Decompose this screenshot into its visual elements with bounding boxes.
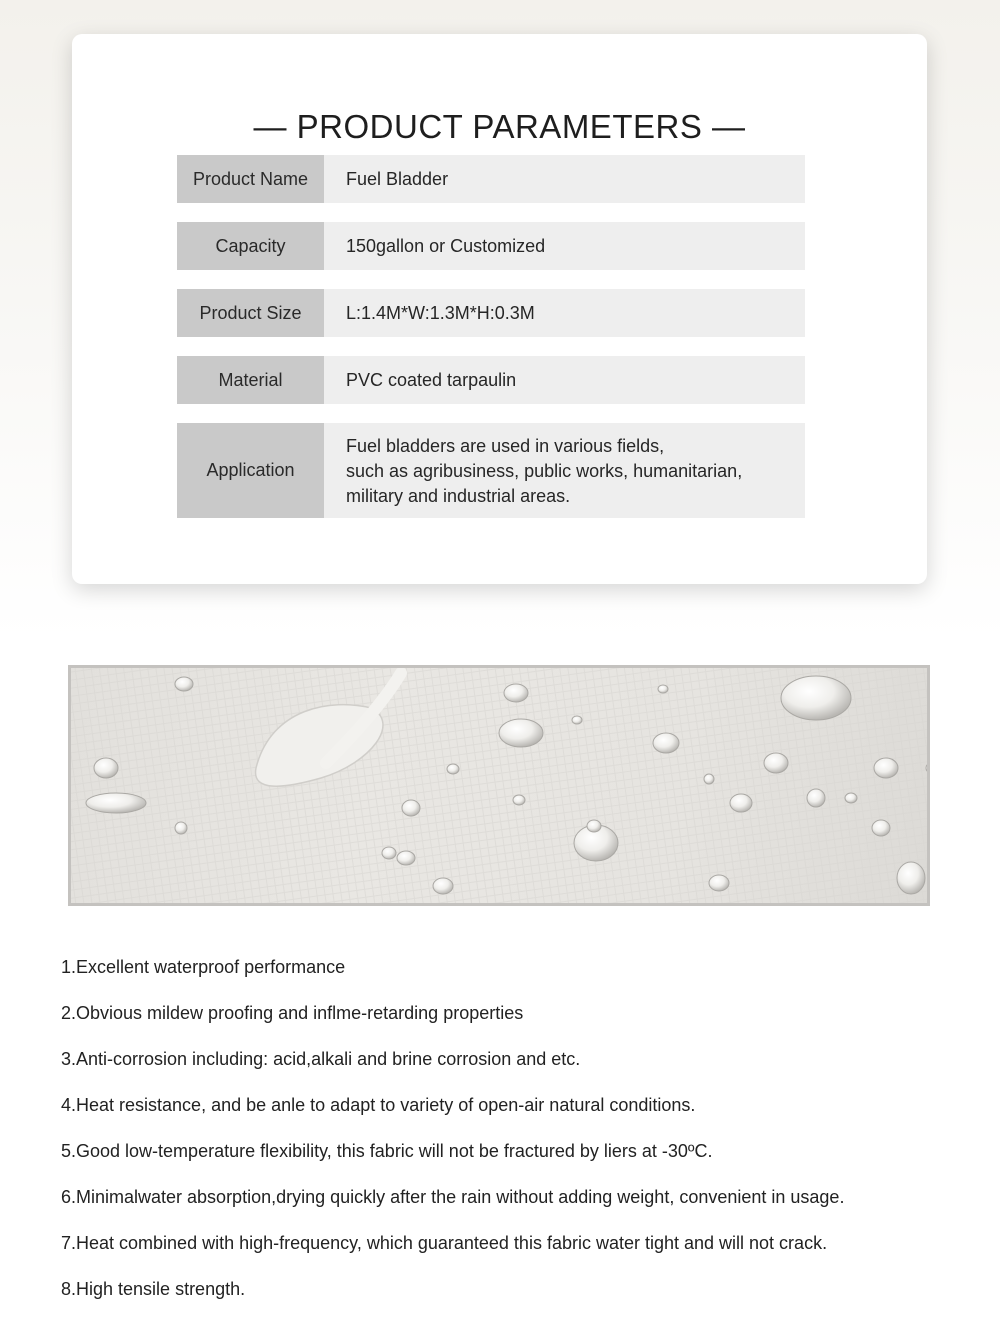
feature-item: 8.High tensile strength. <box>61 1279 246 1299</box>
page-title: — PRODUCT PARAMETERS — <box>253 108 746 145</box>
param-value <box>324 423 805 518</box>
param-row-capacity <box>177 222 805 270</box>
param-label: Material <box>177 356 324 404</box>
feature-item: 7.Heat combined with high-frequency, which guaranteed this fabric water tight and will not crack. <box>61 1233 828 1253</box>
feature-item: 1.Excellent waterproof performance <box>61 957 346 977</box>
feature-list <box>61 957 991 1325</box>
param-row-product-size <box>177 289 805 337</box>
feature-item: 5.Good low-temperature flexibility, this fabric will not be fractured by liers at -30ºC. <box>61 1141 713 1161</box>
application-line: military and industrial areas. <box>346 486 571 506</box>
param-label: Product Name <box>177 155 324 203</box>
param-label: Application <box>177 423 324 518</box>
param-label: Product Size <box>177 289 324 337</box>
application-line: Fuel bladders are used in various fields, <box>346 436 665 456</box>
feature-item: 3.Anti-corrosion including: acid,alkali and brine corrosion and etc. <box>61 1049 581 1069</box>
param-row-application <box>177 423 805 518</box>
param-row-material <box>177 356 805 404</box>
param-value: Fuel Bladder <box>324 155 805 203</box>
param-row-product-name <box>177 155 805 203</box>
application-line: such as agribusiness, public works, humanitarian, <box>346 461 743 481</box>
feature-item: 4.Heat resistance, and be anle to adapt to variety of open-air natural conditions. <box>61 1095 696 1115</box>
param-value: 150gallon or Customized <box>324 222 805 270</box>
param-value: PVC coated tarpaulin <box>324 356 805 404</box>
param-label: Capacity <box>177 222 324 270</box>
param-value: L:1.4M*W:1.3M*H:0.3M <box>324 289 805 337</box>
fabric-water-droplets-image <box>68 665 930 906</box>
feature-item: 2.Obvious mildew proofing and inflme-retarding properties <box>61 1003 524 1023</box>
feature-item: 6.Minimalwater absorption,drying quickly after the rain without adding weight, convenient in usage. <box>61 1187 845 1207</box>
